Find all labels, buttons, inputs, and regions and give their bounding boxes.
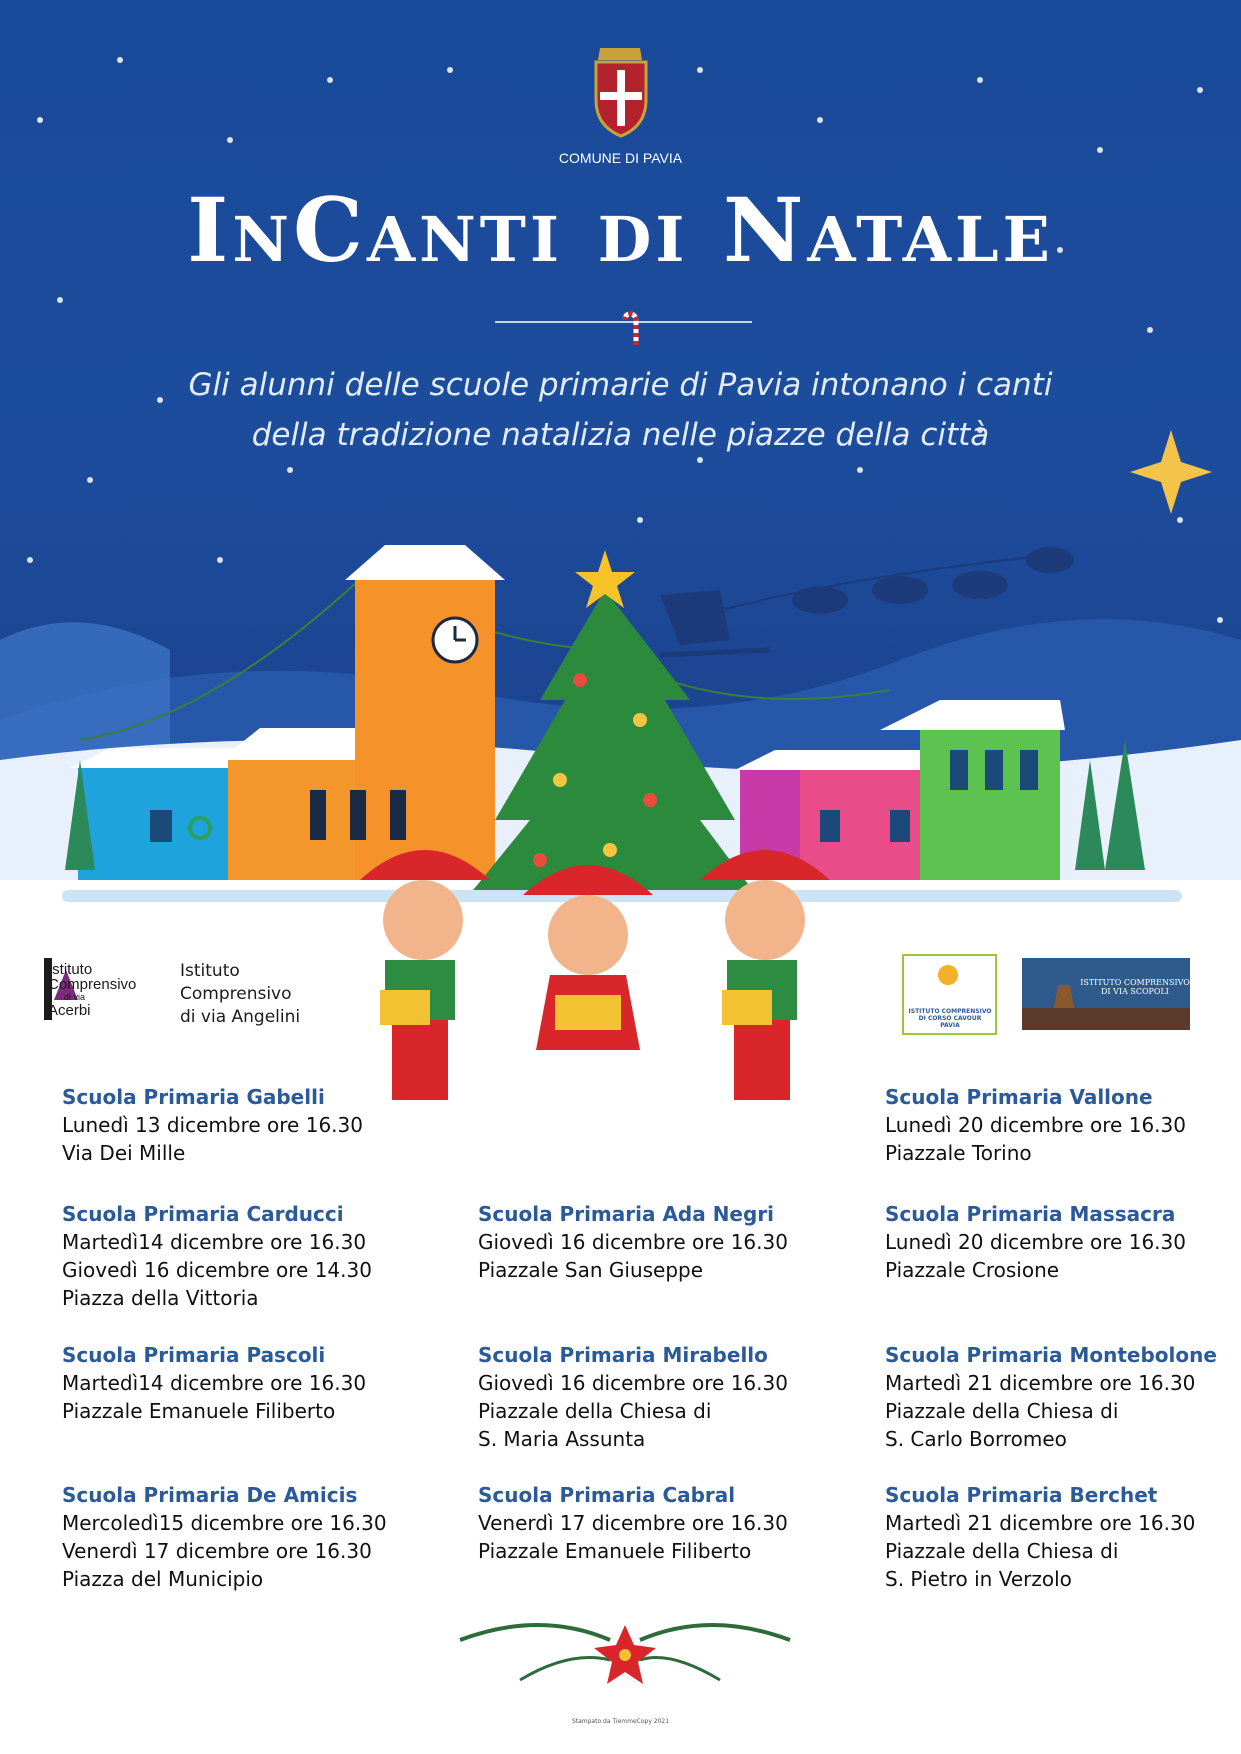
school-gabelli	[62, 1083, 422, 1167]
school-name: Scuola Primaria Gabelli	[62, 1085, 325, 1109]
school-name: Scuola Primaria Ada Negri	[478, 1202, 775, 1226]
school-detail: Piazzale Torino	[885, 1141, 1032, 1165]
logo-cavour-line: DI CORSO CAVOUR	[918, 1015, 982, 1022]
logo-cavour-line: ISTITUTO COMPRENSIVO	[908, 1008, 992, 1015]
school-detail: Via Dei Mille	[62, 1141, 186, 1165]
school-detail: Giovedì 16 dicembre ore 14.30	[62, 1258, 372, 1282]
school-detail: Lunedì 20 dicembre ore 16.30	[885, 1113, 1186, 1137]
school-cabral	[478, 1481, 838, 1565]
school-detail: Piazzale Emanuele Filiberto	[62, 1399, 336, 1423]
logo-acerbi	[48, 962, 136, 1018]
school-detail: Venerdì 17 dicembre ore 16.30	[478, 1511, 788, 1535]
school-detail: Piazzale della Chiesa di	[885, 1399, 1119, 1423]
subtitle-line: della tradizione natalizia nelle piazze della città	[251, 417, 990, 453]
snow-stars	[27, 57, 1223, 623]
school-name: Scuola Primaria Berchet	[885, 1483, 1158, 1507]
municipality-label: COMUNE DI PAVIA	[558, 150, 683, 166]
school-detail: Piazzale della Chiesa di	[478, 1399, 712, 1423]
school-detail: Piazzale Emanuele Filiberto	[478, 1539, 752, 1563]
logo-scopoli-text	[1080, 978, 1190, 996]
school-detail: Piazza del Municipio	[62, 1567, 264, 1591]
logo-angelini-line: Comprensivo	[180, 984, 292, 1004]
school-deamicis	[62, 1481, 422, 1593]
school-mirabello	[478, 1341, 838, 1453]
school-vallone	[885, 1083, 1241, 1167]
poster-subtitle	[0, 360, 1241, 460]
logo-acerbi-line: Comprensivo	[48, 976, 137, 993]
school-name: Scuola Primaria De Amicis	[62, 1483, 358, 1507]
school-name: Scuola Primaria Cabral	[478, 1483, 736, 1507]
blue-house	[70, 748, 235, 880]
candy-cane-icon	[625, 314, 636, 345]
school-name: Scuola Primaria Pascoli	[62, 1343, 326, 1367]
poster-title: InCanti di Natale	[187, 178, 1054, 282]
logo-acerbi-line: di via	[64, 992, 86, 1002]
school-detail: Piazzale Crosione	[885, 1258, 1060, 1282]
school-detail: S. Carlo Borromeo	[885, 1427, 1067, 1451]
school-detail: Martedì14 dicembre ore 16.30	[62, 1371, 367, 1395]
logo-scopoli-line: DI VIA SCOPOLI	[1101, 987, 1169, 996]
coat-of-arms-icon	[596, 48, 646, 136]
school-detail: Martedì 21 dicembre ore 16.30	[885, 1371, 1196, 1395]
logo-angelini	[180, 960, 300, 1029]
school-detail: Giovedì 16 dicembre ore 16.30	[478, 1230, 788, 1254]
singing-children	[360, 850, 830, 1100]
school-detail: Piazza della Vittoria	[62, 1286, 259, 1310]
school-name: Scuola Primaria Mirabello	[478, 1343, 768, 1367]
subtitle-line: Gli alunni delle scuole primarie di Pavia intonano i canti	[188, 367, 1053, 403]
school-detail: S. Pietro in Verzolo	[885, 1567, 1072, 1591]
school-name: Scuola Primaria Carducci	[62, 1202, 344, 1226]
school-detail: Giovedì 16 dicembre ore 16.30	[478, 1371, 788, 1395]
school-berchet	[885, 1481, 1241, 1593]
school-massacra	[885, 1200, 1241, 1284]
school-name: Scuola Primaria Massacra	[885, 1202, 1176, 1226]
school-name: Scuola Primaria Vallone	[885, 1085, 1153, 1109]
print-credit: Stampato da TiemmeCopy 2021	[571, 1718, 670, 1725]
logo-angelini-line: Istituto	[180, 961, 240, 981]
school-detail: Piazzale della Chiesa di	[885, 1539, 1119, 1563]
logo-angelini-line: di via Angelini	[180, 1007, 301, 1027]
school-detail: Martedì14 dicembre ore 16.30	[62, 1230, 367, 1254]
school-detail: Lunedì 13 dicembre ore 16.30	[62, 1113, 363, 1137]
school-detail: Venerdì 17 dicembre ore 16.30	[62, 1539, 372, 1563]
logo-cavour-line: PAVIA	[940, 1022, 960, 1029]
school-detail: Mercoledì15 dicembre ore 16.30	[62, 1511, 387, 1535]
logo-acerbi-line: Istituto	[48, 961, 93, 978]
school-detail: S. Maria Assunta	[478, 1427, 646, 1451]
logo-scopoli-line: ISTITUTO COMPRENSIVO	[1080, 978, 1190, 987]
school-detail: Martedì 21 dicembre ore 16.30	[885, 1511, 1196, 1535]
school-montebolone	[885, 1341, 1241, 1453]
school-detail: Lunedì 20 dicembre ore 16.30	[885, 1230, 1186, 1254]
school-name: Scuola Primaria Montebolone	[885, 1343, 1217, 1367]
school-carducci	[62, 1200, 422, 1312]
logo-acerbi-line: Acerbi	[48, 1002, 91, 1019]
school-adanegri	[478, 1200, 838, 1284]
school-detail: Piazzale San Giuseppe	[478, 1258, 704, 1282]
school-pascoli	[62, 1341, 422, 1425]
logo-cavour-text	[905, 1008, 995, 1029]
holly-icon	[460, 1625, 790, 1684]
